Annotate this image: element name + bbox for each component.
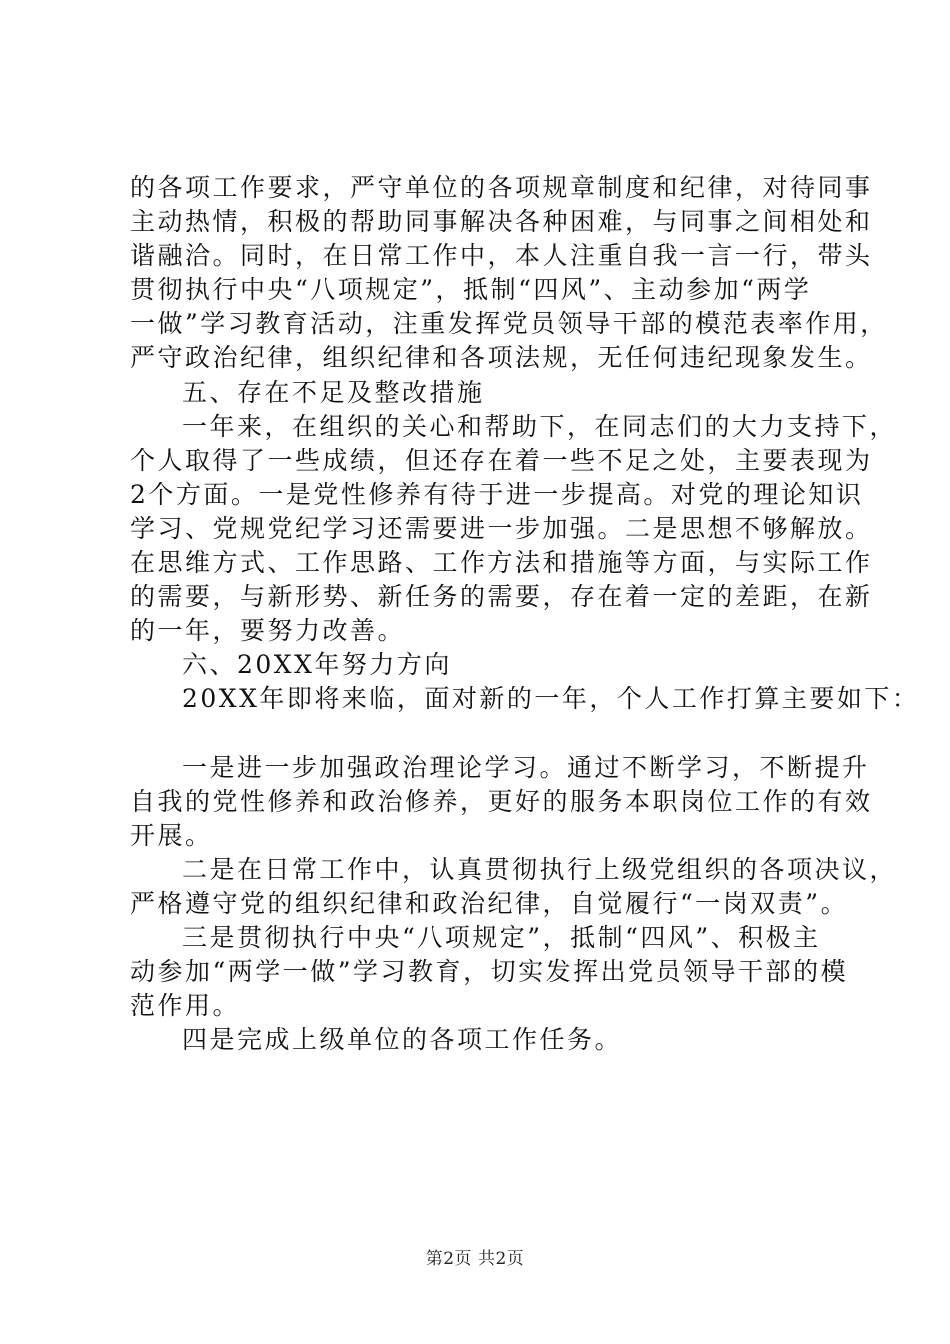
paragraph-line: 一是进一步加强政治理论学习。通过不断学习，不断提升 — [182, 752, 870, 782]
paragraph-line: 三是贯彻执行中央“八项规定”，抵制“四风”、积极主 — [182, 923, 821, 953]
paragraph-line: 范作用。 — [130, 991, 241, 1021]
paragraph-line: 一做”学习教育活动，注重发挥党员领导干部的模范表率作用， — [130, 309, 888, 339]
paragraph-line: 2个方面。一是党性修养有待于进一步提高。对党的理论知识 — [130, 479, 864, 509]
paragraph-line: 主动热情，积极的帮助同事解决各种困难，与同事之间相处和 — [130, 207, 873, 237]
paragraph-line: 一年来，在组织的关心和帮助下，在同志们的大力支持下， — [182, 411, 898, 441]
paragraph-line: 开展。 — [130, 820, 213, 850]
blank-line — [130, 717, 830, 751]
paragraph-line: 20XX年即将来临，面对新的一年，个人工作打算主要如下： — [182, 684, 920, 714]
page-footer: 第2页 共2页 — [425, 1249, 525, 1269]
paragraph-line: 在思维方式、工作思路、工作方法和措施等方面，与实际工作 — [130, 548, 873, 578]
paragraph-line: 学习、党规党纪学习还需要进一步加强。二是思想不够解放。 — [130, 513, 873, 543]
section-heading-direction: 六、20XX年努力方向 — [182, 650, 452, 680]
paragraph-line: 四是完成上级单位的各项工作任务。 — [182, 1025, 623, 1055]
paragraph-line: 的各项工作要求，严守单位的各项规章制度和纪律，对待同事 — [130, 173, 873, 202]
paragraph-line: 的需要，与新形势、新任务的需要，存在着一定的差距，在新 — [130, 582, 873, 612]
section-heading-shortcomings: 五、存在不足及整改措施 — [182, 377, 485, 407]
paragraph-line: 谐融洽。同时，在日常工作中，本人注重自我一言一行，带头 — [130, 241, 873, 271]
paragraph-line: 严守政治纪律，组织纪律和各项法规，无任何违纪现象发生。 — [130, 343, 873, 373]
paragraph-line: 二是在日常工作中，认真贯彻执行上级党组织的各项决议， — [182, 854, 898, 884]
paragraph-line: 的一年，要努力改善。 — [130, 616, 406, 646]
paragraph-line: 自我的党性修养和政治修养，更好的服务本职岗位工作的有效 — [130, 786, 873, 816]
paragraph-line: 严格遵守党的组织纪律和政治纪律，自觉履行“一岗双责”。 — [130, 888, 849, 918]
paragraph-line: 贯彻执行中央“八项规定”，抵制“四风”、主动参加“两学 — [130, 275, 812, 305]
paragraph-line: 个人取得了一些成绩，但还存在着一些不足之处，主要表现为 — [130, 445, 873, 475]
paragraph-line: 动参加“两学一做”学习教育，切实发挥出党员领导干部的模 — [130, 957, 849, 987]
document-body — [130, 171, 920, 1057]
